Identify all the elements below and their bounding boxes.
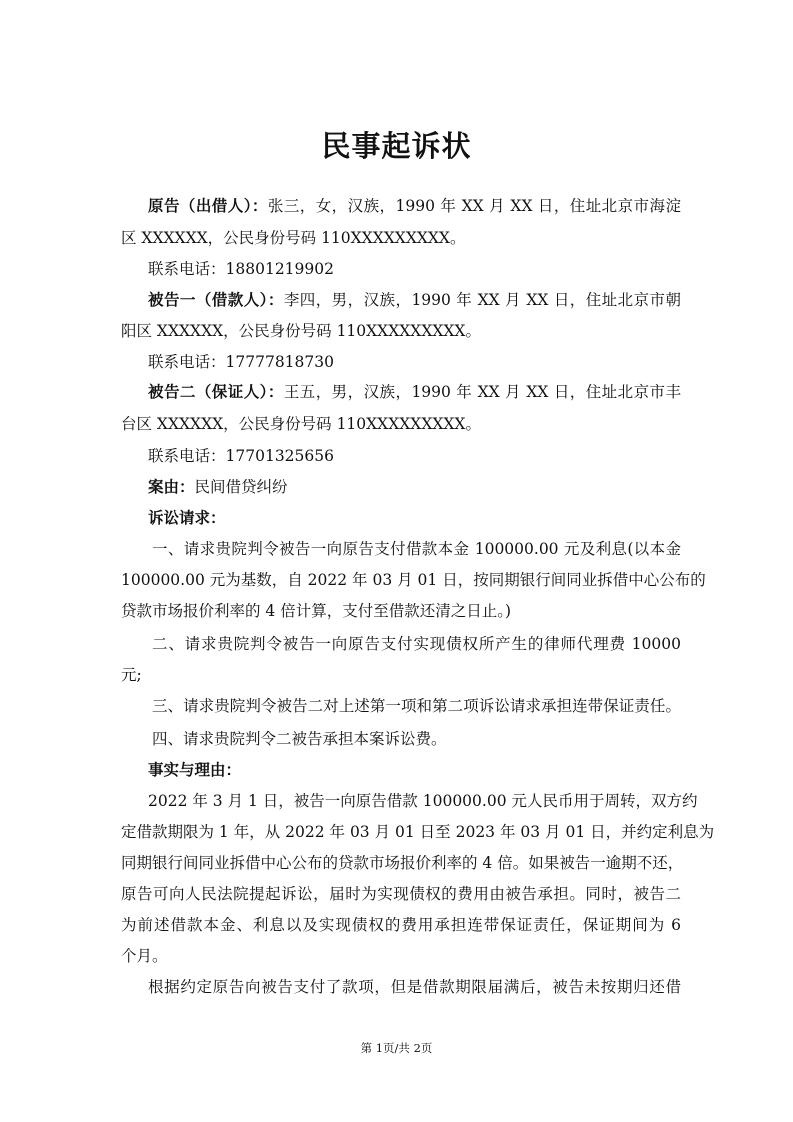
plaintiff-info-2: 区 XXXXXX，公民身份号码 110XXXXXXXXX。 (121, 229, 466, 247)
defendant1-info-2: 阳区 XXXXXX，公民身份号码 110XXXXXXXXX。 (121, 322, 481, 340)
defendant2-info-2: 台区 XXXXXX，公民身份号码 110XXXXXXXXX。 (121, 415, 481, 433)
cause-label: 案由： (148, 478, 195, 496)
cause-line (148, 476, 681, 498)
plaintiff-label: 原告（出借人）： (148, 197, 268, 215)
claims-heading: 诉讼请求： (148, 509, 226, 527)
defendant1-label: 被告一（借款人）： (148, 291, 284, 309)
facts-p1-line-4: 原告可向人民法院提起诉讼，届时为实现债权的费用由被告承担。同时，被告二 (121, 885, 681, 903)
defendant1-phone: 17777818730 (225, 353, 334, 371)
plaintiff-phone: 18801219902 (225, 260, 334, 278)
facts-p1-line-2: 定借款期限为 1 年，从 2022 年 03 月 01 日至 2023 年 03 月 01 日，并约定利息为 (121, 823, 715, 841)
plaintiff-phone-label: 联系电话： (148, 260, 226, 278)
cause-value: 民间借贷纠纷 (194, 478, 288, 496)
claim-3: 三、请求贵院判令被告二对上述第一项和第二项诉讼请求承担连带保证责任。 (152, 697, 681, 715)
claim-2-line-1: 二、请求贵院判令被告一向原告支付实现债权所产生的律师代理费 10000 (152, 635, 681, 653)
facts-p1-line-1: 2022 年 3 月 1 日，被告一向原告借款 100000.00 元人民币用于周转，双方约 (148, 792, 698, 810)
facts-p1-line-3: 同期银行间同业拆借中心公布的贷款市场报价利率的 4 倍。如果被告一逾期不还， (121, 854, 684, 872)
claim-4: 四、请求贵院判令二被告承担本案诉讼费。 (152, 730, 447, 748)
defendant2-line-1 (148, 381, 681, 403)
defendant1-line-1 (148, 289, 681, 311)
plaintiff-info-1: 张三，女，汉族，1990 年 XX 月 XX 日，住址北京市海淀 (267, 197, 681, 215)
defendant2-phone-line (148, 445, 681, 467)
claim-2-line-2: 元; (121, 666, 142, 684)
page-number-footer: 第 1页/共 2页 (360, 1041, 433, 1055)
claim-1-line-2: 100000.00 元为基数，自 2022 年 03 月 01 日，按同期银行间同业拆借中心公布的 (121, 571, 706, 589)
document-title: 民事起诉状 (321, 129, 472, 163)
facts-p1-line-5: 为前述借款本金、利息以及实现债权的费用承担连带保证责任，保证期间为 6 (121, 916, 681, 934)
claim-1-line-1: 一、请求贵院判令被告一向原告支付借款本金 100000.00 元及利息(以本金 (152, 540, 681, 558)
defendant1-phone-label: 联系电话： (148, 353, 226, 371)
defendant2-phone-label: 联系电话： (148, 447, 226, 465)
facts-p2-line-1: 根据约定原告向被告支付了款项，但是借款期限届满后，被告未按期归还借 (148, 978, 681, 996)
defendant1-info-1: 李四，男，汉族，1990 年 XX 月 XX 日，住址北京市朝 (283, 291, 681, 309)
plaintiff-line-1 (148, 195, 681, 217)
claim-1-line-3: 贷款市场报价利率的 4 倍计算，支付至借款还清之日止。) (121, 602, 512, 620)
defendant2-label: 被告二（保证人）： (148, 383, 284, 401)
facts-p1-line-6: 个月。 (121, 947, 168, 965)
defendant1-phone-line (148, 351, 681, 373)
defendant2-info-1: 王五，男，汉族，1990 年 XX 月 XX 日，住址北京市丰 (283, 383, 681, 401)
defendant2-phone: 17701325656 (225, 447, 334, 465)
plaintiff-phone-line (148, 258, 681, 280)
facts-heading: 事实与理由： (148, 761, 242, 779)
